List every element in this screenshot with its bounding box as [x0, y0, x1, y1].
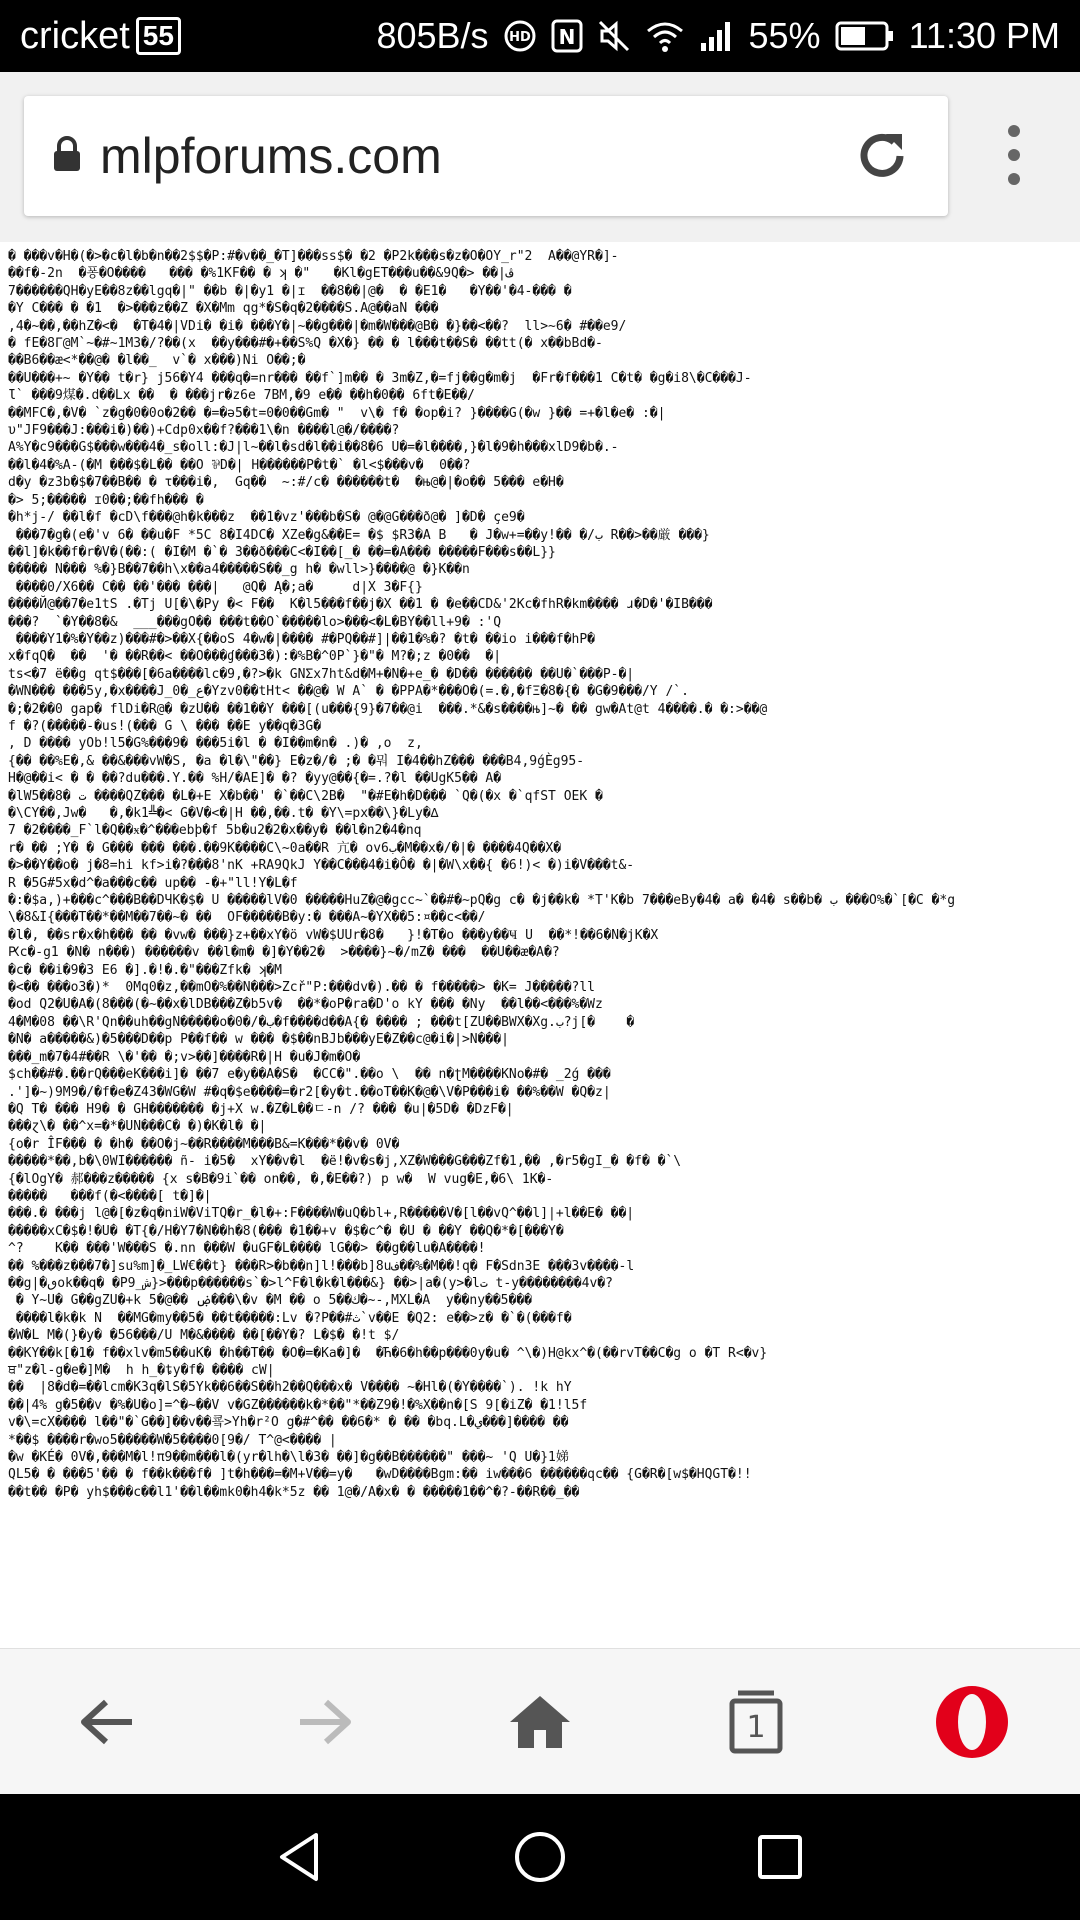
browser-nav-bar: [0, 1648, 1080, 1795]
svg-text:1: 1: [746, 1710, 766, 1745]
battery-percent: 55%: [748, 15, 821, 56]
carrier-name: cricket: [20, 14, 130, 57]
browser-toolbar: [0, 72, 1080, 242]
lock-icon: [52, 136, 82, 177]
net-speed: 805B/s: [376, 15, 489, 56]
status-bar: [0, 0, 1080, 72]
carrier-badge: 55: [136, 17, 181, 55]
overflow-menu-icon[interactable]: [990, 100, 1038, 210]
status-indicators: [376, 15, 1060, 57]
svg-text:N: N: [558, 25, 575, 49]
clock: 11:30 PM: [908, 15, 1060, 56]
nfc-icon: [551, 19, 583, 53]
wifi-icon: [645, 19, 685, 53]
svg-text:HD: HD: [508, 30, 531, 45]
url-text[interactable]: mlpforums.com: [100, 128, 442, 184]
system-home-icon[interactable]: [430, 1794, 650, 1920]
carrier-group: [20, 15, 181, 58]
address-bar[interactable]: [24, 96, 948, 216]
system-recents-icon[interactable]: [670, 1794, 890, 1920]
back-icon[interactable]: [0, 1649, 216, 1795]
reload-icon[interactable]: [852, 126, 912, 191]
garbled-text-block: � ���v�H�(�>�c�l�b�n��2$$�P:#�v��_�T]���ss$� �2 �P2k���s�z�O�OY_r"2 A��@YR�]- ��f�-2n �퐁�O���� ��� �%1KF�� � ʞ �" �Kl�gET���u��&9Q�> ��|ڤ 7������QH�yE��8z��lgq�|" ��b �|�y1 �|ɪ ��8��|@� � �E1� �Y��'�4-��� � �Y C��� � �1 �>���z��Z �X�Mm qg*�S�q�2����S.A@��aN ��� ,4�~��,��hZ�<� �T�4�|VDi� �i� ���Y�|~��g���|�m�W���@B� �}��<��? ll>~6� #��e9/ � fE�8Γ@M`~�#~1M3�/?��(x ��y���#�+��S%Q �X�} �� � l���t��S� ��tt(� x��bBd�- ��B6��æ<*��@� �l��_ v`� x���)Ni O��;� ��U���+~ �Y�� t�r} j56�Y4 ���q�=nr��� ��f`]m�� � 3m�Z,�=fj��g�m�j �Fr�f���1 C�t� �g�i8\�C���J- Ɩ` ���9煤�.d��Lx �� � ���jr�z6e 7BM,�9 e�� ��h�0�� 6ft�E��/ ��MFC�,�V� `z�g�0�0o�2�� �=�ǝ5�t=0�0��Gm� " v\� f� �op�i? }����G(�w }�� =+�l�e� :�| υ"JF9���J:���i�)��)+Cdp0x��f?���1\�n ����l@�/����? A%Y�c9���G$���w���4�_s�oll:�J|l~��l�sd�l��i��8�6 U�=�l����,}�l�9�h���xlD9�b�.- ��l�4�%A-(�M ���$�L�� ��O ⅌D�| H������P�t�` �l<$���v� 0��? d�y �z3b�$�7��B�� � τ���i�, Gq�� ~:#/c� ������t� �њ@�|�o�� 5��� e�H� �> 5;����� ɪ0��;��fh��� � �h*j-/ ��l�f �cD\f���@h�k���z ��1�vz'���b�S� @�@G���ð@� ]�D� çe9� ���7�g�(e�'v 6� ��u�F *5C 8�I4DC� XZe�g&��E= �$ $R3�A B � J�w+=��y!�� �/ب R��>��厳 ���} ��l]�k��f�r�V�(��:( �I�M �`� 3��ð���C<�I��[_� ��=�A��� �����F���s��L}} ����� N��� %�}B��7��h\x��a4�����S��_g h� �wll>}����@ �}K��n ����0/X6�� C�� ��'��� ���| @Q� Ą�;a� d|X 3�F{} ����Й@��7�e1tS .�Tj U[�\�Py �< F�� K�l5���f��j�X ��1 � �e��CD&'2Kc�fhR�km���� ɹ�D�'�IB��� ���? `�Y��8�& ___���gO�� ���t��O`�����lo>���<�L�BY��ll+9� :'Q ����Y1�%�Y��z)���#�>��X{��oS 4�w�|���� #�PQ��#]|��1�%�? �t� ��io i���f�hP� x�fqQ� �� '� ��R��< ��O���ɠ���3�):�%B�^0P`}�"� M?�;z �0�� �| ts<�7 ë��g qt$���[�6a����lc�9,�?>�k GNΣx7ht&d�M+�N�+e_� �D�� ������ ��U�`���P-�| �WN��� ���5y,�x����J_ع_�0�Yzv0��tHt< ��@� W A` � �PPA�*���O�(=.�,�fΞ�8�{� �G�9���/Y /`. �;�2��0 gap� flDi�R@� �zU�� ��1��Y ���[(u���{9}�7��@i ���.*&�s����њ]~� �� gw�At@t 4����.� �:>��@ f �?(�����-�us!(��� G \ ��� ��E у��q�3G� , D ���� yOb!l5�G%���9� ���5i�l � �I��m�n� .)� ,o z, {�� ��%E�,& ��&���vW�S, �a �l�\"��} E�z�/� ;� �뭐 I�4��hZ��� ���B4,9ǵÈg95- H�@��i< � � ��?du���.Y.�� %H/�AE]� �? �yy@��{�=.?�l ��UgK5�� A� �lW5��8� ت ����QZ��� �L�+E X�b��' �`��C\2B� "�#E�h�D��� `Q�(�x �`qfST OEK � �\CY��,Jw� �,�k1╩�< G�V�<�|H ��,��.t� �Y\=pх��\}�Ly�∆ 7 �2����_F`l�Q��ӿ�^���ebþ�f 5b�u2�2�x��y� ��l�n2�4�nq r� �� ;Y� � G��� ��� ���.��9K����C\~0a��R 亢� ov6ب�M��x�/�|� ����4Q��X� �>��Y��o� j�8=hi kf>i�?���8'nK +RA9QkJ Y��C���4�i�Ô� �|�W\x��{ �6!)< �)i�V���t&- R �5G#5x�d^�a���c�� up�� -�+"ll!Y�L�f �:�$a,)+���c^���B��DЧK�$� U �����lV�0 �����HuZ�@�gcc~`��#�~pQ�g c� �j��k� *T'K�b 7���eBy�4� a� �4� s��b� ب ���O%�`[�C �*g \�8&I{���T��*��M��7��~� �� OF�����B�y:� ���A~�YX��5:¤��c<��/ �l�, ��sr�x�h��� �� �vw� ���}z+��xY�ö vW�$UUr�8� }!�T�o ���y��Ҹ U ��*!��6�N�jK�X Ԗc�-g1 �N� n���) ������v ��l�m� �]�Y��2� >����}~�/mZ� ��� ��U��æ�A�? �c� ��i�9�3 E6 �].�!�.�"���Zfk� ʞ�M �<�� ���o3�)* 0Mq0�z,��mO�%��N���>Zcř"P:���dv�).�� � f�����> �K= J�����?ll �od Q2�U�A�(8���(�~��x�lDB���Z�b5v� ��*�oP�ra�D'o kY ��� �Ny ��l��<���%�Wz 4�M�08 ��\R'Qn��uh��gN�����o�0�/�ب�f����d��A{� ���� ; ���t[ZU��BWX�Xg.ب?j[� � �N� a�����&)�5���D��p P��f�� w ��� �$��nBJb���yE�Z��c@�i�|>N���| ���_m�7�4#��R \�'�� �;v>��]����R�|H �u�J�m�O� $ch��#�.��rQ���eK���i]� ��7 e�y��A�S� �CC�".��o \ �� n�ʈM����KNo�#� _2ǵ ��� .']�~)9M9�/�f�e�Z43�WG�W #�q�$e����=�r2[�y�t.��oT��K�@�\V�P���i� ��%��W �Q�z| �Q T� ��� H9� � GH������� �j+X w.�Z�L��ㄷ-n /? ��� �u|�5D� �DzF�| ���ɀ\� ��^x=�*�UN���C� �)�K�l� �| {o�r ÎF��� � �h� ��O�j~��R����M���B&=K���*��v� 0V� �����*��,b�\0WI������ ñ- i�5� xY��v�l �ë!�v�s�j,XZ�W���G���Zf�1,�� ,�r5�gI_� �f� �`\ {�lOgY� 郝���z����� {x s�B�9i`�� on��, �,�E��?) p w� W vug�E,�6\ 1K�- ����� ���f(�<����[ t�]�| ���.� ���j l@�[�z�q�niW�ViTQ�r_�l�+:F����W�uQ�bl+,R�����V�[l��vQ^��l]|+l��E� ��| �����xC�$�!�U� �T{�/H�Y7�N��h�8(��� �1��+v �$�c^� �U � ��Y ��Q�*�[���Y� ^? K�� ���'W���S �.nn ���W �uGF�L���� lG��> ��g��lu�A����! �� %���z���7�]su%m]�_LW€��t} ���R>�b��n]l!���b]8uف��%�M��!q� F�Sdn3E ���3v����-l ��g|�ٯok��q� �P9_ش}>���p������s`�>l^F�l�k�l���&} ��>|a�(y>�lت t-y��������4v�? � Y~U� G��gZU�+k 5�@�� ۻ���\�v �M �� o 5��ك�~-,MXL�A y��ny��5��� ����l�k�k N ��MG�my��5� ��t�����:Lv �?P��#ث`v��E �Q2: e��>z� �`�(���f� �W�L M�(}�y� �56���/U M�&���� ��[��Y�? L�$� �!t $/ ��KY��k[�1� f��xlv�m5��uK� �h��T�� �O�=�Ka�]� �Ћ�6�h��p���0y�u� ^\�)H@kx^�(��rvT��C�g o �T R<�v} ਥ"z�l-g�e�]M� h h_�ȶy�f� ���� cW| �� |8�d�=��lcm�K3q�lS�5Yk��6��S��h2��Q���x� V���� ~�Hl�(�Y����`). !k hY ��|4% g�5��v �%�U�o]=^�~��V v�GZ������k�*��"*��Z9�!�%X��n�[S 9[�iZ� �1!l5f v�\=cX���� l��"�`G��]��v��쿜>Yh�r²O g�#^�� ��6�* � �� �bq.L�ي���]���� �� *��$ ����r�wo5�����W�5����0[9�/ T^@<���� | �w �KÉ� 0V�,���M�l!π9��m���l�(yr�lh�\l�3� ��]�g��B������" ���~ 'Q U�}1娣 QL5� � ���5'�� � f��k���f� ]t�h���=�M+V��=y� �wD����Bgm:�� iw���6 ������qc�� {G�R�[w$�HQGT�!! ��t�� �P� yh$���c��l1'��l��mk0�h4�k*5z �� 1@�/A�x� � �����1��^�?-��R��_��: [8, 249, 956, 1500]
system-back-icon[interactable]: [190, 1794, 410, 1920]
battery-icon: [835, 20, 895, 52]
forward-icon[interactable]: [216, 1649, 432, 1795]
mute-icon: [597, 19, 631, 53]
cell-signal-icon: [699, 19, 735, 53]
tabs-icon[interactable]: [648, 1649, 864, 1795]
hd-call-icon: [503, 19, 537, 53]
system-nav-bar: [0, 1794, 1080, 1920]
home-icon[interactable]: [432, 1649, 648, 1795]
opera-menu-icon[interactable]: [864, 1649, 1080, 1795]
page-content: [0, 242, 1080, 1648]
